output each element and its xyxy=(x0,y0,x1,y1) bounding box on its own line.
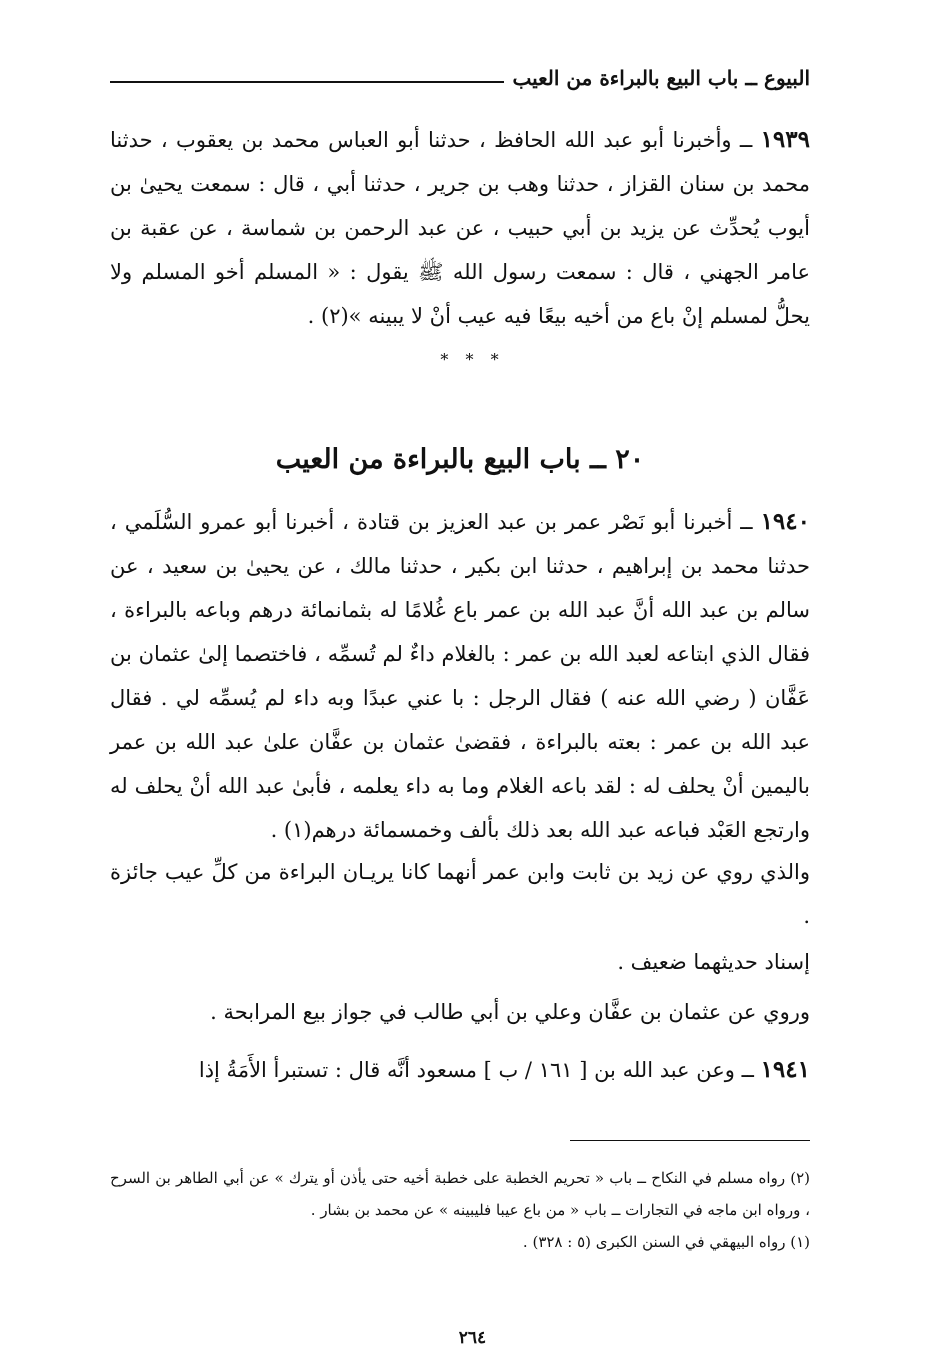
paragraph-murabaha xyxy=(110,990,810,1034)
paragraph-text: إسناد حديثهما ضعيف . xyxy=(617,950,810,974)
footnote-rule xyxy=(570,1140,810,1141)
running-title: البيوع ــ باب البيع بالبراءة من العيب xyxy=(512,66,810,90)
footnotes xyxy=(110,1162,810,1258)
hadith-1940-paragraph xyxy=(110,500,810,852)
paragraph-isnad xyxy=(110,940,810,984)
hadith-1940 xyxy=(110,500,810,852)
hadith-text: ــ أخبرنا أبو نَصْر عمر بن عبد العزيز بن قتادة ، أخبرنا أبو عمرو السُّلَمي ، حدثنا محمد بن إبراهيم ، حدثنا ابن بكير ، حدثنا مالك ، عن يحيىٰ بن سعيد ، عن سالم بن عبد الله أنَّ عبد الله بن عمر باع غُلامًا له بثمانمائة درهم وباعه بالبراءة ، فقال الذي ابتاعه لعبد الله بن عمر : بالغلام داءٌ لم تُسمِّه ، فاختصما إلىٰ عثمان بن عَفَّان ( رضي الله عنه ) فقال الرجل : با عني عبدًا وبه داء لم يُسمِّه لي . فقال عبد الله بن عمر : بعته بالبراءة ، فقضىٰ عثمان بن عفَّان علىٰ عبد الله بن عمر باليمين أنْ يحلف له : لقد باعه الغلام وما به داء يعلمه ، فأبىٰ عبد الله أنْ يحلف له وارتجع العَبْد فباعه عبد الله بعد ذلك بألف وخمسمائة درهم(١) . xyxy=(110,510,810,842)
hadith-1939 xyxy=(110,118,810,338)
hadith-1941-paragraph xyxy=(110,1048,810,1092)
chapter-title: ٢٠ ــ باب البيع بالبراءة من العيب xyxy=(275,444,645,475)
paragraph-text: وروي عن عثمان بن عفَّان وعلي بن أبي طالب في جواز بيع المرابحة . xyxy=(210,1000,810,1024)
hadith-text: ــ وأخبرنا أبو عبد الله الحافظ ، حدثنا أبو العباس محمد بن يعقوب ، حدثنا محمد بن سنان القزاز ، حدثنا وهب بن جرير ، حدثنا أبي ، قال : سمعت يحيىٰ بن أيوب يُحدِّث عن يزيد بن أبي حبيب ، عن عبد الرحمن بن شماسة ، عن عقبة بن عامر الجهني ، قال : سمعت رسول الله ﷺ يقول : « المسلم أخو المسلم ولا يحلُّ لمسلم إنْ باع من أخيه بيعًا فيه عيب أنْ لا يبينه »(٢) . xyxy=(110,128,810,328)
header-rule xyxy=(110,81,504,83)
page-number: ٢٦٤ xyxy=(458,1328,487,1348)
footnote-1: (١) رواه البيهقي في السنن الكبرى (٥ : ٣٢٨) . xyxy=(522,1233,810,1251)
running-header xyxy=(110,62,810,94)
paragraph-riwaya xyxy=(110,850,810,938)
hadith-1941 xyxy=(110,1048,810,1092)
hadith-number: ١٩٤١ xyxy=(760,1056,810,1083)
hadith-1939-paragraph xyxy=(110,118,810,338)
paragraph-text: والذي روي عن زيد بن ثابت وابن عمر أنهما كانا يريـان البراءة من كلِّ عيب جائزة . xyxy=(110,860,810,928)
section-separator: * * * xyxy=(440,350,505,369)
hadith-text: ــ وعن عبد الله بن [ ١٦١ / ب ] مسعود أنَّه قال : تستبرأ الأَمَةُ إذا xyxy=(198,1058,761,1082)
footnote-2: (٢) رواه مسلم في النكاح ــ باب « تحريم الخطبة على خطبة أخيه حتى يأذن أو يترك » عن أبي الطاهر بن السرح ، ورواه ابن ماجه في التجارات ــ باب « من باع عيبا فليبينه » عن محمد بن بشار . xyxy=(110,1169,810,1219)
hadith-number: ١٩٤٠ xyxy=(760,508,810,535)
hadith-number: ١٩٣٩ xyxy=(760,126,810,153)
